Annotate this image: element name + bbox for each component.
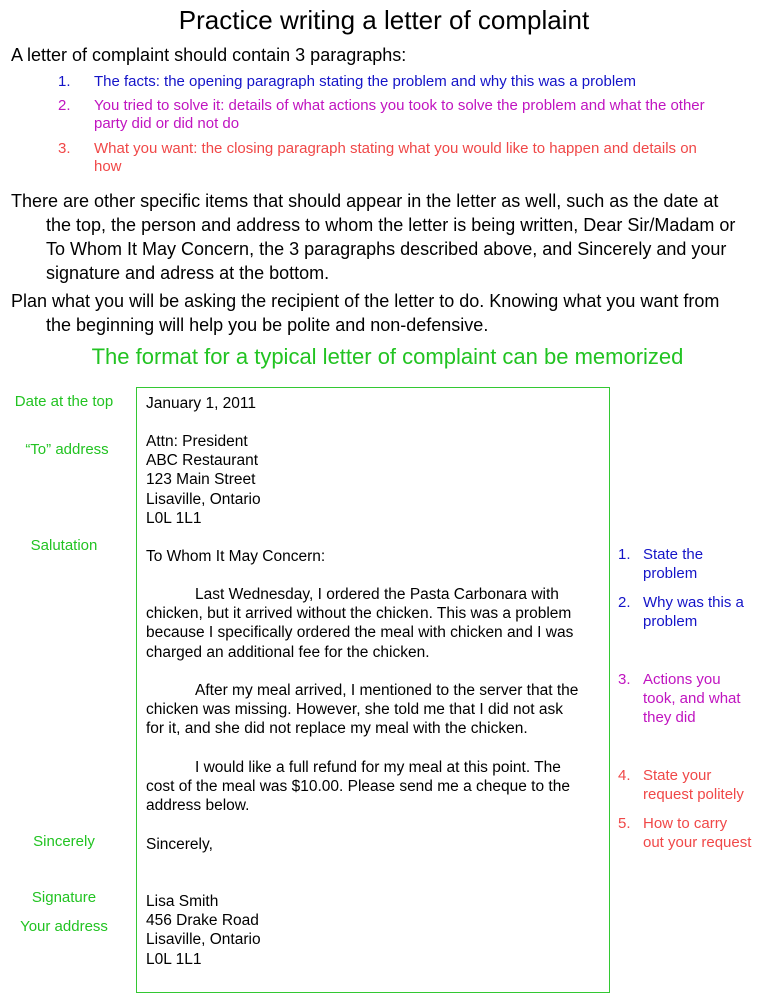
label-signature: Signature [31,889,97,906]
letter-line: charged an additional fee for the chicken. [146,643,430,661]
label-your-address: Your address [20,918,108,935]
address-line: 123 Main Street [146,471,256,489]
right-list-text: How to carry [643,815,728,832]
label-to-address: “To” address [25,441,109,458]
right-list-number: 3. [618,671,631,688]
right-list-number: 4. [618,767,631,784]
right-list-text: State the [643,546,704,563]
list-number: 2. [58,97,71,114]
right-list-number: 1. [618,546,631,563]
address-line: Attn: President [146,433,248,450]
letter-line: address below. [146,797,250,815]
letter-line: chicken, but it arrived without the chicken. This was a problem [146,605,572,623]
right-list-text: problem [643,613,698,630]
paragraph-letter-items [11,189,761,285]
list-text: how [94,158,122,175]
format-heading: The format for a typical letter of complaint can be memorized [91,344,684,369]
paragraph-line: signature and adress at the bottom. [46,263,330,283]
label-salutation: Salutation [30,537,98,554]
sender-line: 456 Drake Road [146,912,259,930]
letter-line: Last Wednesday, I ordered the Pasta Carbonara with [195,586,559,603]
label-sincerely: Sincerely [33,833,95,850]
letter-sender [146,892,261,969]
right-list-number: 2. [618,594,631,611]
sender-line: Lisaville, Ontario [146,931,261,949]
list-text: The facts: the opening paragraph stating the problem and why this was a problem [94,73,636,90]
right-list-text: took, and what [643,690,741,707]
label-date: Date at the top [14,393,114,410]
right-list-text: Actions you [643,671,721,688]
address-line: L0L 1L1 [146,509,202,527]
right-list-text: problem [643,565,698,582]
letter-line: I would like a full refund for my meal at this point. The [195,759,561,776]
list-text: party did or did not do [94,115,240,132]
list-number: 3. [58,140,71,157]
list-number: 1. [58,73,71,90]
right-list-text: out your request [643,834,752,851]
page-title: Practice writing a letter of complaint [178,5,590,35]
letter-date: January 1, 2011 [146,395,257,412]
letter-line: chicken was missing. However, she told me that I did not ask [146,701,563,719]
list-text: What you want: the closing paragraph stating what you would like to happen and details on [94,140,697,157]
sender-line: Lisa Smith [146,893,219,910]
letter-paragraph-2 [146,681,578,739]
letter-to-address [146,432,261,528]
paragraph-line: the top, the person and address to whom the letter is being written, Dear Sir/Madam or [46,215,736,235]
letter-paragraph-3 [146,758,570,816]
paragraph-line: the beginning will help you be polite and non-defensive. [46,315,489,335]
letter-line: After my meal arrived, I mentioned to the server that the [195,682,579,699]
address-line: ABC Restaurant [146,452,258,470]
letter-salutation: To Whom It May Concern: [146,548,326,565]
right-list-number: 5. [618,815,631,832]
paragraph-line: To Whom It May Concern, the 3 paragraphs described above, and Sincerely and your [46,239,727,259]
list-text: You tried to solve it: details of what actions you took to solve the problem and what the other [94,97,705,114]
letter-closing: Sincerely, [146,836,213,853]
paragraph-line: There are other specific items that should appear in the letter as well, such as the date at [11,191,719,211]
sender-line: L0L 1L1 [146,950,202,968]
address-line: Lisaville, Ontario [146,490,261,508]
letter-line: cost of the meal was $10.00. Please send me a cheque to the [146,778,570,796]
letter-line: for it, and she did not replace my meal with the chicken. [146,720,528,738]
paragraph-plan [11,289,761,337]
right-list-text: request politely [643,786,744,803]
right-list-text: they did [643,709,696,726]
letter-paragraph-1 [146,585,573,662]
right-list-text: State your [643,767,712,784]
intro-text: A letter of complaint should contain 3 paragraphs: [11,45,407,65]
right-list-text: Why was this a [643,594,744,611]
paragraph-line: Plan what you will be asking the recipient of the letter to do. Knowing what you want from [11,291,720,311]
letter-line: because I specifically ordered the meal with chicken and I was [146,624,574,642]
